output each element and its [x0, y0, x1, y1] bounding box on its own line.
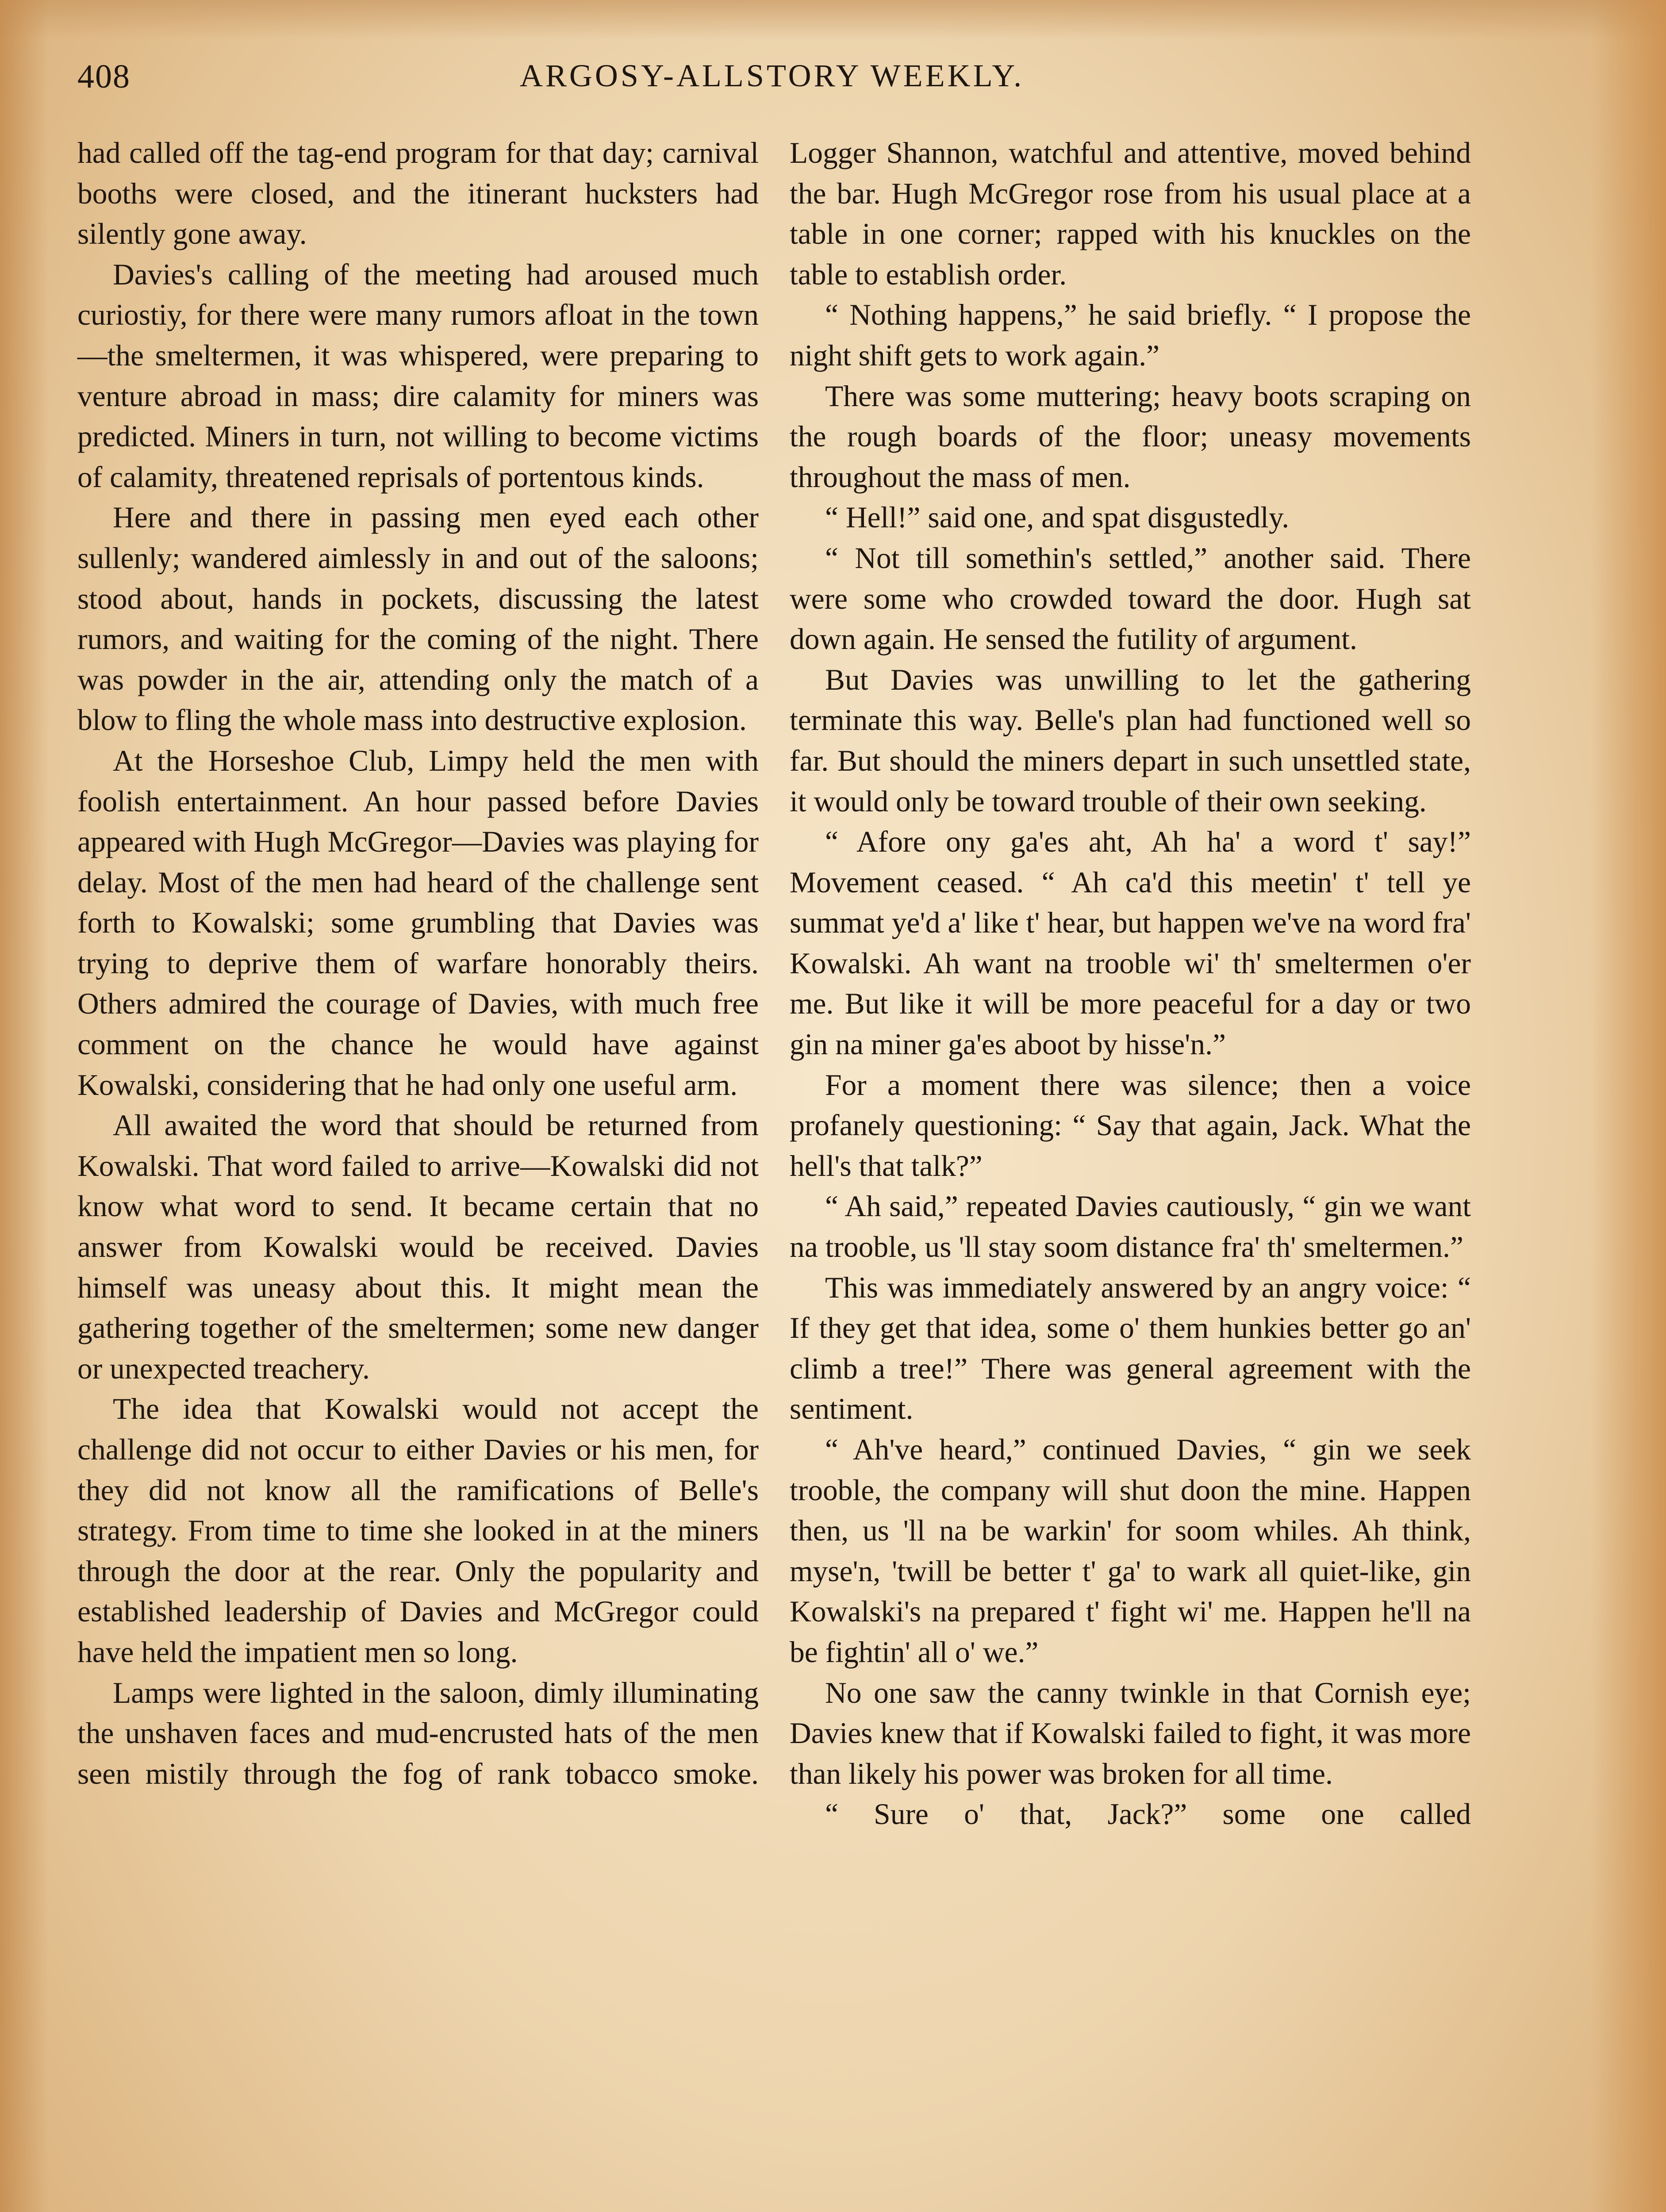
page-number: 408 — [77, 58, 131, 95]
paragraph: “ Not till somethin's settled,” another said. There were some who crowded toward the door. Hugh sat down again. He sensed the futility of argument. — [790, 541, 1471, 656]
paper-edge-stain-top — [0, 0, 1666, 40]
paragraph: Davies's calling of the meeting had aroused much curiostiy, for there were many rumors afloat in the town—the smeltermen, it was whispered, were preparing to venture abroad in mass; dire calamity for miners was predicted. Miners in turn, not willing to become victims of calamity, threatened reprisals of portentous kinds. — [77, 257, 759, 494]
paragraph: “ Afore ony ga'es aht, Ah ha' a word t' say!” Movement ceased. “ Ah ca'd this meetin' t' tell ye summat ye'd a' like t' hear, but happen we've na word fra' Kowalski. Ah want na trooble wi' th' smeltermen o'er me. But like it will be more peaceful for a day or two gin na miner ga'es aboot by hisse'n.” — [790, 825, 1471, 1061]
paragraph: “ Ah said,” repeated Davies cautiously, “ gin we want na trooble, us 'll stay soom distance fra' th' smeltermen.” — [790, 1190, 1471, 1264]
text-column-right — [790, 133, 1471, 1835]
paragraph: “ Ah've heard,” continued Davies, “ gin we seek trooble, the company will shut doon the mine. Happen then, us 'll na be warkin' for soom whiles. Ah think, myse'n, 'twill be better t' ga' to wark all quiet-like, gin Kowalski's na prepared t' fight wi' me. Happen he'll na be fightin' all o' we.” — [790, 1433, 1471, 1669]
paragraph: had called off the tag-end program for that day; carnival booths were closed, and the itinerant hucksters had silently gone away. — [77, 136, 759, 251]
paragraph: This was immediately answered by an angry voice: “ If they get that idea, some o' them hunkies better go an' climb a tree!” There was general agreement with the sentiment. — [790, 1271, 1471, 1426]
running-title: ARGOSY-ALLSTORY WEEKLY. — [519, 58, 1025, 93]
paragraph: At the Horseshoe Club, Limpy held the men with foolish entertainment. An hour passed before Davies appeared with Hugh McGregor—Davies was playing for delay. Most of the men had heard of the challenge sent forth to Kowalski; some grumbling that Davies was trying to deprive them of warfare honorably theirs. Others admired the courage of Davies, with much free comment on the chance he would have against Kowalski, considering that he had only one useful arm. — [77, 744, 759, 1102]
page-header — [77, 58, 1466, 106]
paragraph: All awaited the word that should be returned from Kowalski. That word failed to arrive—Kowalski did not know what word to send. It became certain that no answer from Kowalski would be received. Davies himself was uneasy about this. It might mean the gathering together of the smeltermen; some new danger or unexpected treachery. — [77, 1109, 759, 1385]
paragraph: But Davies was unwilling to let the gathering terminate this way. Belle's plan had functioned well so far. But should the miners depart in such unsettled state, it would only be toward trouble of their own seeking. — [790, 663, 1471, 818]
paper-edge-stain-right — [1591, 0, 1666, 2212]
paragraph: Here and there in passing men eyed each other sullenly; wandered aimlessly in and out of the saloons; stood about, hands in pockets, discussing the latest rumors, and waiting for the coming of the night. There was powder in the air, attending only the match of a blow to fling the whole mass into destructive explosion. — [77, 501, 759, 737]
paragraph: “ Nothing happens,” he said briefly. “ I propose the night shift gets to work again.” — [790, 298, 1471, 372]
paragraph: “ Hell!” said one, and spat disgustedly. — [825, 501, 1290, 534]
paragraph: There was some muttering; heavy boots scraping on the rough boards of the floor; uneasy movements throughout the mass of men. — [790, 379, 1471, 494]
paper-edge-stain-left — [0, 0, 49, 2212]
paragraph: The idea that Kowalski would not accept the challenge did not occur to either Davies or his men, for they did not know all the ramifications of Belle's strategy. From time to time she looked in at the miners through the door at the rear. Only the popularity and established leadership of Davies and McGregor could have held the impatient men so long. — [77, 1392, 759, 1669]
paragraph: No one saw the canny twinkle in that Cornish eye; Davies knew that if Kowalski failed to fight, it was more than likely his power was broken for all time. — [790, 1676, 1471, 1790]
paragraph: “ Sure o' that, Jack?” some one called — [825, 1797, 1471, 1831]
text-column-left — [77, 133, 759, 1794]
paragraph: Logger Shannon, watchful and attentive, moved behind the bar. Hugh McGregor rose from his usual place at a table in one corner; rapped with his knuckles on the table to establish order. — [790, 136, 1471, 291]
paragraph: For a moment there was silence; then a voice profanely questioning: “ Say that again, Jack. What the hell's that talk?” — [790, 1068, 1471, 1183]
paragraph: Lamps were lighted in the saloon, dimly illuminating the unshaven faces and mud-encrusted hats of the men seen mistily through the fog of rank tobacco smoke. — [77, 1676, 759, 1790]
